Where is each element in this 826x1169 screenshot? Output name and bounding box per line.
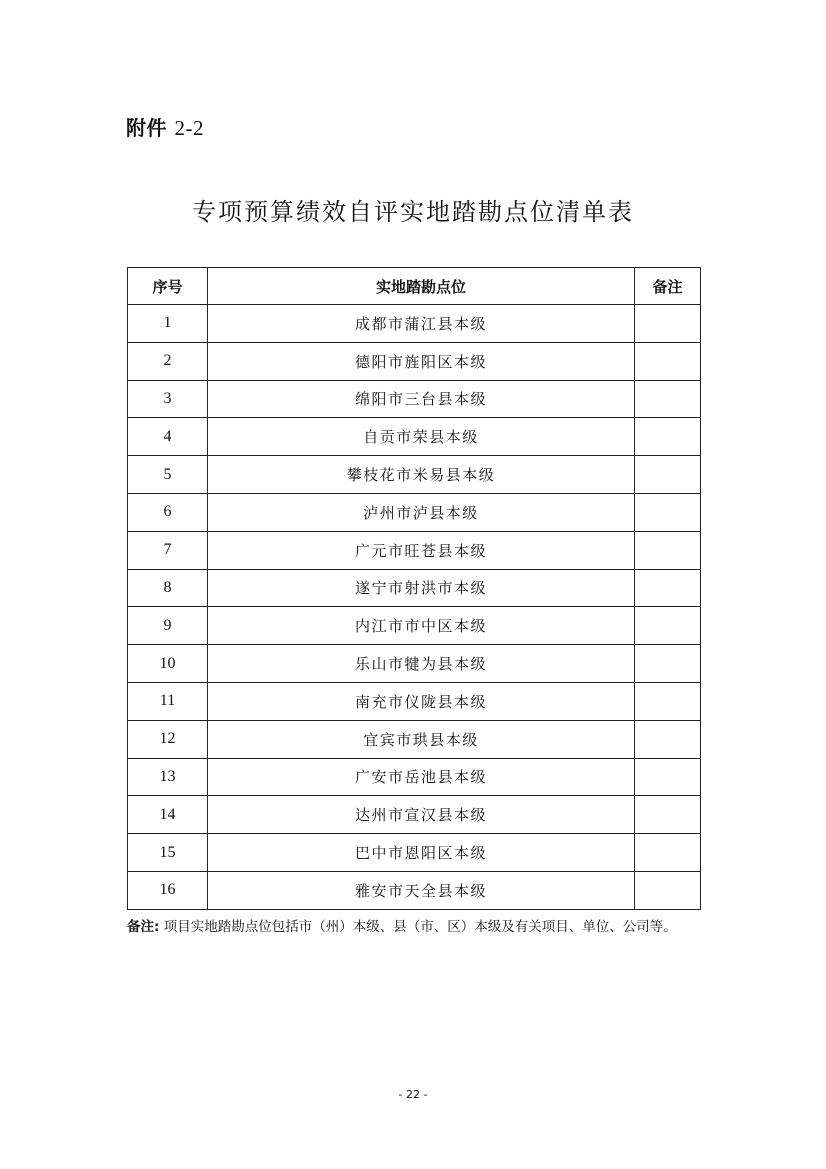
cell-remark [635, 493, 701, 531]
table-row [128, 531, 701, 569]
table-row [128, 796, 701, 834]
cell-seq: 7 [128, 531, 208, 569]
cell-seq: 4 [128, 418, 208, 456]
cell-location: 德阳市旌阳区本级 [208, 342, 635, 380]
cell-location: 内江市市中区本级 [208, 607, 635, 645]
cell-remark [635, 607, 701, 645]
footnote-text: 项目实地踏勘点位包括市（州）本级、县（市、区）本级及有关项目、单位、公司等。 [163, 919, 677, 935]
table-row [128, 569, 701, 607]
cell-seq: 2 [128, 342, 208, 380]
header-seq: 序号 [128, 268, 208, 305]
table-row [128, 418, 701, 456]
footnote-label: 备注: [127, 919, 160, 935]
table-row [128, 305, 701, 343]
cell-seq: 16 [128, 871, 208, 909]
table-row [128, 834, 701, 872]
table-row [128, 871, 701, 909]
cell-location: 乐山市犍为县本级 [208, 645, 635, 683]
table-row [128, 380, 701, 418]
table-row [128, 607, 701, 645]
cell-seq: 10 [128, 645, 208, 683]
cell-seq: 13 [128, 758, 208, 796]
cell-location: 泸州市泸县本级 [208, 493, 635, 531]
footnote [127, 915, 727, 935]
table-row [128, 682, 701, 720]
cell-remark [635, 720, 701, 758]
cell-location: 成都市蒲江县本级 [208, 305, 635, 343]
cell-location: 攀枝花市米易县本级 [208, 456, 635, 494]
cell-location: 广元市旺苍县本级 [208, 531, 635, 569]
table-row [128, 645, 701, 683]
cell-remark [635, 871, 701, 909]
table-row [128, 720, 701, 758]
cell-remark [635, 569, 701, 607]
site-list-table [127, 267, 701, 910]
cell-location: 雅安市天全县本级 [208, 871, 635, 909]
cell-location: 南充市仪陇县本级 [208, 682, 635, 720]
table-row [128, 758, 701, 796]
page-number: - 22 - [398, 1088, 428, 1101]
page-title: 专项预算绩效自评实地踏勘点位清单表 [192, 198, 634, 226]
cell-seq: 11 [128, 682, 208, 720]
cell-remark [635, 531, 701, 569]
cell-remark [635, 796, 701, 834]
cell-remark [635, 682, 701, 720]
cell-seq: 14 [128, 796, 208, 834]
cell-remark [635, 305, 701, 343]
header-remark: 备注 [635, 268, 701, 305]
table-row [128, 493, 701, 531]
cell-remark [635, 758, 701, 796]
cell-location: 遂宁市射洪市本级 [208, 569, 635, 607]
cell-remark [635, 456, 701, 494]
attachment-number: 2-2 [174, 116, 204, 140]
cell-remark [635, 834, 701, 872]
cell-location: 自贡市荣县本级 [208, 418, 635, 456]
cell-remark [635, 342, 701, 380]
cell-remark [635, 380, 701, 418]
table-row [128, 342, 701, 380]
cell-location: 巴中市恩阳区本级 [208, 834, 635, 872]
cell-seq: 3 [128, 380, 208, 418]
cell-location: 绵阳市三台县本级 [208, 380, 635, 418]
cell-remark [635, 645, 701, 683]
cell-seq: 5 [128, 456, 208, 494]
cell-seq: 1 [128, 305, 208, 343]
cell-seq: 15 [128, 834, 208, 872]
cell-location: 广安市岳池县本级 [208, 758, 635, 796]
cell-seq: 6 [128, 493, 208, 531]
cell-seq: 8 [128, 569, 208, 607]
cell-seq: 12 [128, 720, 208, 758]
table-row [128, 456, 701, 494]
attachment-prefix: 附件 [126, 116, 167, 140]
cell-location: 宜宾市珙县本级 [208, 720, 635, 758]
table-header-row [128, 268, 701, 305]
cell-location: 达州市宣汉县本级 [208, 796, 635, 834]
attachment-label [126, 112, 204, 141]
cell-seq: 9 [128, 607, 208, 645]
cell-remark [635, 418, 701, 456]
header-location: 实地踏勘点位 [208, 268, 635, 305]
